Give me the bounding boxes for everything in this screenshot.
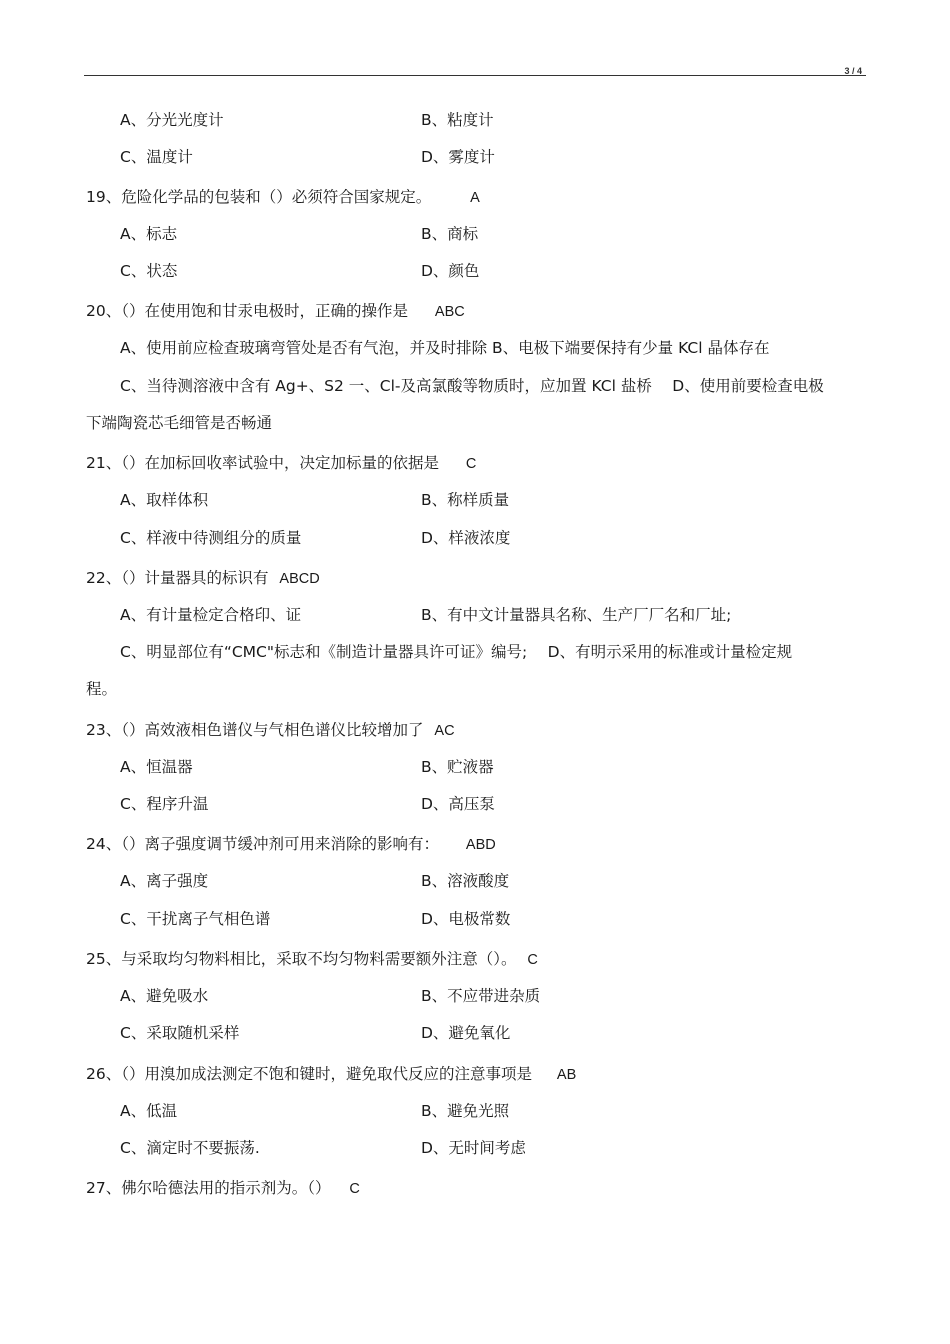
option-line-wrap: 程。 — [86, 680, 118, 698]
option-b: B、贮液器 — [421, 758, 494, 776]
option-c: C、干扰离子气相色谱 — [120, 910, 271, 928]
question-text: 25、与采取均匀物料相比，采取不均匀物料需要额外注意（）。 — [86, 950, 517, 968]
option-line-cd: C、当待测溶液中含有 Ag+、S2 一、Cl-及高氯酸等物质时，应加置 KCl 盐桥 D、使用前要检查电极 — [120, 377, 824, 395]
option-c: C、程序升温 — [120, 795, 209, 813]
option-c: C、状态 — [120, 262, 178, 280]
option-d: D、高压泵 — [421, 795, 495, 813]
question-text: 21、（）在加标回收率试验中，决定加标量的依据是 — [86, 454, 439, 472]
option-b: B、有中文计量器具名称、生产厂厂名和厂址; — [421, 606, 732, 624]
answer-key: A — [470, 190, 480, 206]
option-a: A、离子强度 — [120, 872, 209, 890]
answer-key: AC — [434, 723, 455, 739]
option-line-wrap: 下端陶瓷芯毛细管是否畅通 — [86, 414, 273, 432]
question-text: 24、（）离子强度调节缓冲剂可用来消除的影响有： — [86, 835, 439, 853]
option-d: D、无时间考虑 — [421, 1139, 526, 1157]
question-19 — [86, 187, 480, 208]
option-a: A、分光光度计 — [120, 111, 224, 129]
answer-key: AB — [556, 1067, 577, 1083]
option-d: D、颜色 — [421, 262, 480, 280]
option-c: C、温度计 — [120, 148, 193, 166]
answer-key: ABCD — [279, 571, 320, 587]
question-23 — [86, 720, 455, 741]
question-26 — [86, 1064, 576, 1085]
option-a: A、有计量检定合格印、证 — [120, 606, 302, 624]
option-line-ab: A、使用前应检查玻璃弯管处是否有气泡，并及时排除 B、电极下端要保持有少量 KCl 晶体存在 — [120, 339, 770, 357]
option-b: B、称样质量 — [421, 491, 510, 509]
option-a: A、低温 — [120, 1102, 178, 1120]
question-22 — [86, 568, 320, 589]
answer-key: C — [465, 456, 477, 472]
option-b: B、商标 — [421, 225, 479, 243]
answer-key: ABC — [434, 304, 465, 320]
option-line-cd: C、明显部位有“CMC"标志和《制造计量器具许可证》编号; D、有明示采用的标准或计量检定规 — [120, 643, 793, 661]
question-text: 19、危险化学品的包装和（）必须符合国家规定。 — [86, 188, 432, 206]
question-20 — [86, 301, 465, 322]
answer-key: ABD — [465, 837, 496, 853]
question-text: 27、佛尔哈德法用的指示剂为。（） — [86, 1179, 331, 1197]
header-rule — [84, 75, 866, 76]
answer-key: C — [349, 1181, 360, 1197]
question-25 — [86, 949, 538, 970]
question-27 — [86, 1178, 360, 1199]
option-c: C、采取随机采样 — [120, 1024, 240, 1042]
option-a: A、避免吸水 — [120, 987, 209, 1005]
question-21 — [86, 453, 476, 474]
option-b: B、不应带进杂质 — [421, 987, 541, 1005]
option-a: A、恒温器 — [120, 758, 193, 776]
answer-key: C — [527, 952, 538, 968]
option-b: B、粘度计 — [421, 111, 494, 129]
page-number: 3 / 4 — [844, 66, 862, 76]
question-text: 23、（）高效液相色谱仪与气相色谱仪比较增加了 — [86, 721, 424, 739]
question-24 — [86, 834, 496, 855]
question-text: 26、（）用溴加成法测定不饱和键时，避免取代反应的注意事项是 — [86, 1065, 532, 1083]
option-b: B、溶液酸度 — [421, 872, 510, 890]
option-a: A、取样体积 — [120, 491, 209, 509]
option-d: D、电极常数 — [421, 910, 511, 928]
option-d: D、雾度计 — [421, 148, 495, 166]
option-a: A、标志 — [120, 225, 178, 243]
question-text: 20、（）在使用饱和甘汞电极时，正确的操作是 — [86, 302, 408, 320]
option-c: C、样液中待测组分的质量 — [120, 529, 302, 547]
option-b: B、避免光照 — [421, 1102, 510, 1120]
option-d: D、避免氧化 — [421, 1024, 511, 1042]
option-d: D、样液浓度 — [421, 529, 511, 547]
option-c: C、滴定时不要振荡. — [120, 1139, 260, 1157]
question-text: 22、（）计量器具的标识有 — [86, 569, 269, 587]
